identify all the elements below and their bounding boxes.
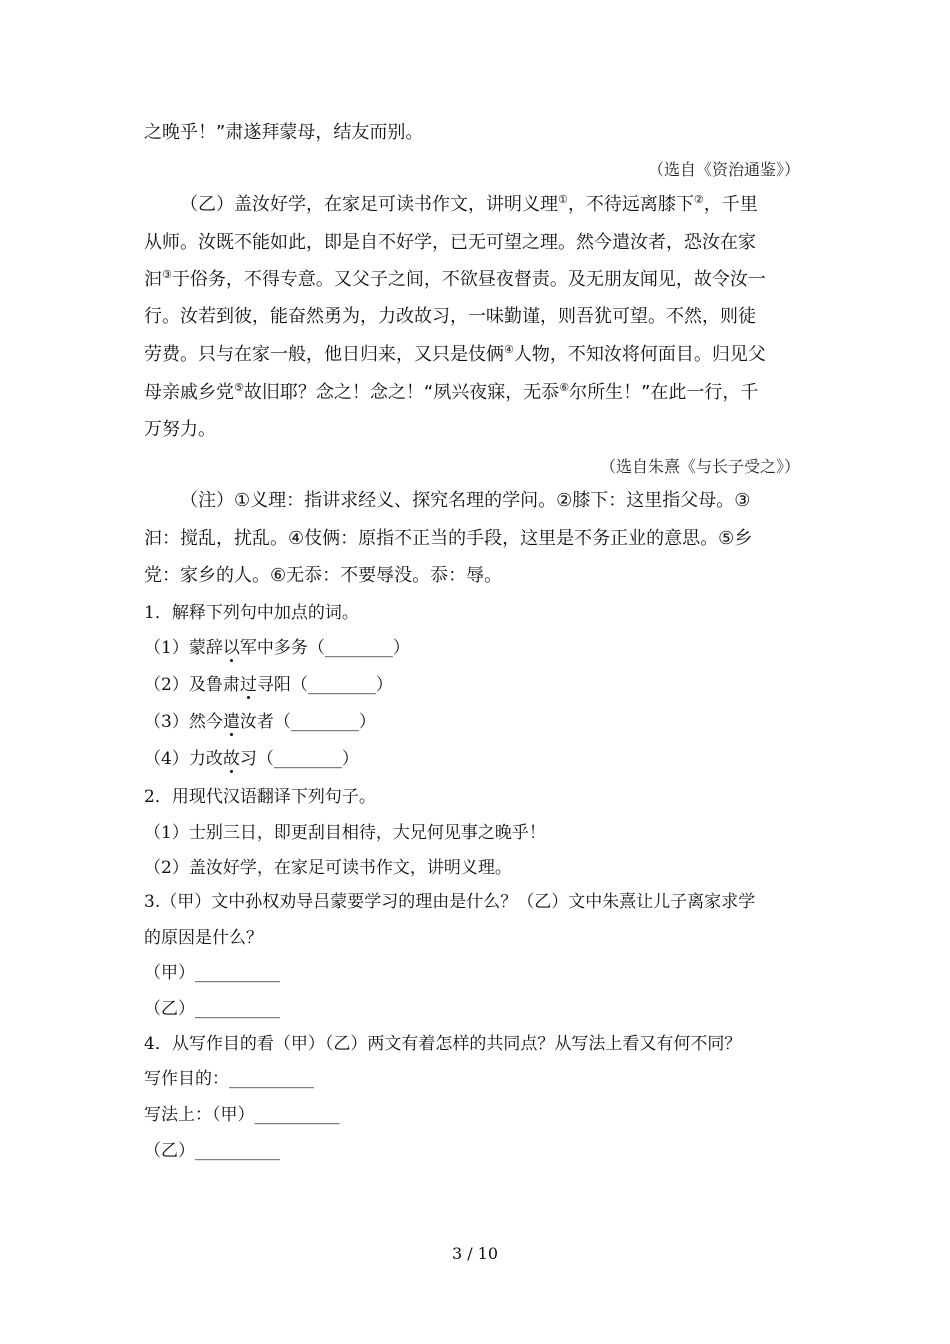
passage-b-line-1: （乙）盖汝好学，在家足可读书作文，讲明义理①，不待远离膝下②，千里 bbox=[180, 193, 758, 215]
q4-method-b: （乙）__________ bbox=[144, 1141, 280, 1161]
passage-b-line-2: 从师。汝既不能如此，即是自不好学，已无可望之理。然今遣汝者，恐汝在家 bbox=[144, 232, 756, 253]
notes-line-3: 党：家乡的人。⑥无忝：不要辱没。忝：辱。 bbox=[144, 565, 503, 586]
source-a: （选自《资治通鉴》） bbox=[647, 160, 800, 179]
note-ref-2: ② bbox=[693, 193, 704, 206]
source-b: （选自朱熹《与长子受之》） bbox=[599, 457, 800, 476]
q1-item-2: （2）及鲁肃过寻阳（________） bbox=[144, 675, 393, 695]
q3-title-line-1: 3.（甲）文中孙权劝导吕蒙要学习的理由是什么？（乙）文中朱熹让儿子离家求学 bbox=[144, 892, 756, 912]
passage-b-line-5: 劳费。只与在家一般，他日归来，又只是伎俩④人物，不知汝将何面目。归见父 bbox=[144, 343, 766, 365]
dotted-word-2: 过 bbox=[239, 675, 257, 695]
q1-item-1: （1）蒙辞以军中多务（________） bbox=[144, 638, 410, 658]
dotted-word-3: 遣 bbox=[222, 712, 240, 732]
q1-title: 1．解释下列句中加点的词。 bbox=[144, 603, 359, 623]
q2-sentence-2: （2）盖汝好学，在家足可读书作文，讲明义理。 bbox=[144, 858, 512, 878]
passage-b-line-7: 万努力。 bbox=[144, 419, 216, 440]
q2-sentence-1: （1）士别三日，即更刮目相待，大兄何见事之晚乎！ bbox=[144, 823, 546, 843]
q1-item-3: （3）然今遣汝者（________） bbox=[144, 712, 376, 732]
note-ref-3: ③ bbox=[162, 268, 172, 281]
passage-b-line-4: 行。汝若到彼，能奋然勇为，力改故习，一味勤谨，则吾犹可望。不然，则徒 bbox=[144, 306, 756, 327]
q3-answer-b: （乙）__________ bbox=[144, 999, 280, 1019]
notes-line-2: 汩：搅乱，扰乱。④伎俩：原指不正当的手段，这里是不务正业的意思。⑤乡 bbox=[144, 528, 753, 549]
q3-title-line-2: 的原因是什么？ bbox=[144, 928, 263, 948]
q4-method-a: 写法上：（甲）__________ bbox=[144, 1105, 340, 1125]
passage-b-line-3: 汩③于俗务，不得专意。又父子之间，不欲昼夜督责。及无朋友闻见，故令汝一 bbox=[144, 268, 766, 290]
page-number: 3 / 10 bbox=[451, 1244, 499, 1263]
q3-answer-a: （甲）__________ bbox=[144, 963, 280, 983]
q1-item-4: （4）力改故习（________） bbox=[144, 749, 359, 769]
dotted-word-1: 以 bbox=[222, 638, 240, 658]
passage-a-end: 之晚乎！”肃遂拜蒙母，结友而别。 bbox=[144, 122, 424, 143]
q2-title: 2．用现代汉语翻译下列句子。 bbox=[144, 787, 376, 807]
note-ref-5: ⑤ bbox=[234, 381, 244, 394]
note-ref-1: ① bbox=[558, 193, 568, 206]
q4-purpose: 写作目的：__________ bbox=[144, 1069, 314, 1089]
q4-title: 4．从写作目的看（甲）（乙）两文有着怎样的共同点？从写法上看又有何不同？ bbox=[144, 1034, 742, 1054]
dotted-word-4: 故 bbox=[222, 749, 240, 769]
notes-line-1: （注）①义理：指讲求经义、探究名理的学问。②膝下：这里指父母。③ bbox=[180, 490, 751, 511]
passage-b-line-6: 母亲戚乡党⑤故旧耶？念之！念之！“夙兴夜寐，无忝⑥尔所生！”在此一行，千 bbox=[144, 381, 759, 403]
note-ref-6: ⑥ bbox=[559, 381, 570, 394]
note-ref-4: ④ bbox=[504, 343, 514, 356]
